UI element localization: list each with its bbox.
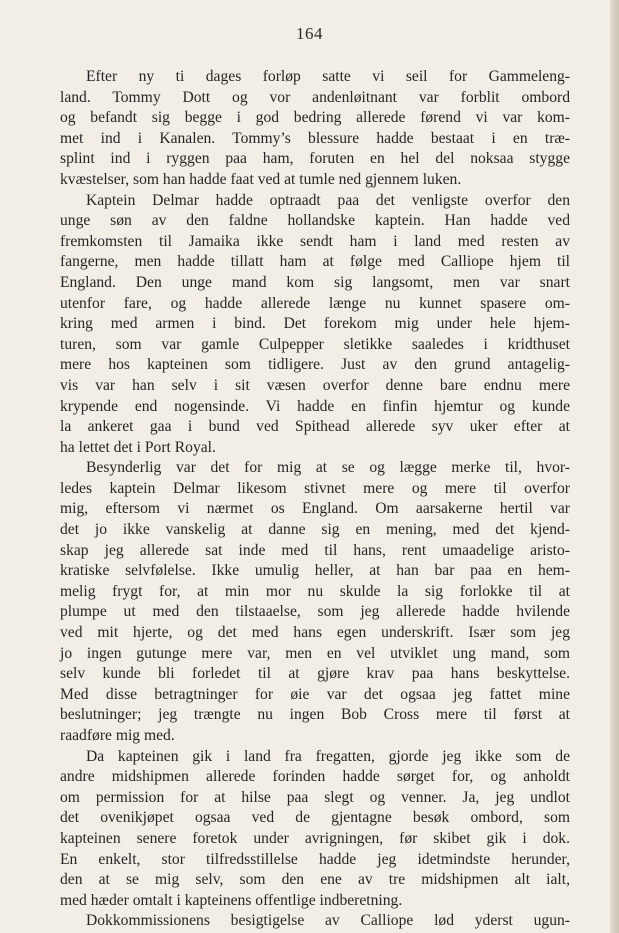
text-line: ved mit hjerte, og det med hans egen underskrift. Især som jeg (60, 624, 570, 642)
text-line: ledes kaptein Delmar likesom stivnet mere og mere til overfor (60, 479, 570, 497)
text-line: selv kunde bli forledet til at gjøre krav paa hans beskyttelse. (60, 665, 570, 683)
text-line: kapteinen senere foretok under avrigningen, før skibet gik i dok. (60, 829, 570, 847)
text-line: kring med armen i bind. Det forekom mig under hele hjem- (60, 315, 570, 333)
text-line: met ind i Kanalen. Tommy’s blessure hadde bestaat i en træ- (60, 129, 570, 147)
text-line: og befandt sig begge i god bedring allerede førend vi var kom- (60, 109, 570, 127)
text-line: En enkelt, stor tilfredsstillelse hadde jeg idetmindste herunder, (60, 850, 570, 868)
body-text (60, 67, 570, 932)
text-line: det jo ikke vanskelig at danne sig en mening, med det kjend- (60, 521, 570, 539)
text-line: la ankeret gaa i bund ved Spithead allerede syv uker efter at (60, 418, 570, 436)
text-line: andre midshipmen allerede forinden hadde sørget for, og anholdt (60, 768, 570, 786)
text-line: unge søn av den faldne hollandske kaptein. Han hadde ved (60, 212, 570, 230)
text-line: melig frygt for, at min mor nu skulde la sig forlokke til at (60, 582, 570, 600)
text-line: den at se mig selv, som den ene av tre midshipmen alt ialt, (60, 871, 570, 889)
text-line: raadføre mig med. (60, 727, 175, 744)
text-line: Da kapteinen gik i land fra fregatten, gjorde jeg ikke som de (86, 747, 570, 765)
page-edge-shadow (610, 0, 619, 933)
text-line: kvæstelser, som han hadde faat ved at tumle ned gjennem luken. (60, 170, 462, 188)
text-line: ha lettet det i Port Royal. (60, 438, 216, 456)
text-line: splint ind i ryggen paa ham, foruten en hel del noksaa stygge (60, 150, 570, 168)
text-line: England. Den unge mand kom sig langsomt, men var snart (60, 273, 570, 291)
text-line: fangerne, men hadde tillatt ham at følge med Calliope hjem til (60, 253, 570, 271)
text-line: skap jeg allerede sat inde med til hans, rent umaadelige aristo- (60, 541, 570, 559)
text-line: Kaptein Delmar hadde optraadt paa det venligste overfor den (86, 191, 570, 209)
text-line: det ovenikjøpet ogsaa ved de gjentagne besøk ombord, som (60, 809, 570, 827)
text-line: om permission for at hilse paa slegt og venner. Ja, jeg undlot (60, 788, 570, 806)
text-line: Efter ny ti dages forløp satte vi seil for Gammeleng- (86, 68, 570, 85)
text-line: mere hos kapteinen som tidligere. Just av den grund antagelig- (60, 356, 570, 374)
text-line: kratiske selvfølelse. Ikke umulig heller, at han bar paa en hem- (60, 562, 570, 580)
text-line: mig, eftersom vi nærmet os England. Om aarsakerne hertil var (60, 500, 570, 518)
text-line: plumpe ut med den tilstaaelse, som jeg allerede hadde hvilende (60, 603, 570, 621)
text-line: krypende end nogensinde. Vi hadde en finfin hjemtur og kunde (60, 397, 570, 415)
text-line: med hæder omtalt i kapteinens offentlige indberetning. (60, 891, 403, 909)
text-line: Besynderlig var det for mig at se og lægge merke til, hvor- (86, 459, 570, 477)
text-line: fremkomsten til Jamaika ikke sendt ham i land med resten av (60, 232, 570, 250)
text-line: land. Tommy Dott og vor andenløitnant var forblit ombord (60, 88, 570, 106)
text-line: utenfor fare, og hadde allerede længe nu kunnet spasere om- (60, 294, 570, 312)
page-number: 164 (296, 24, 323, 43)
text-line: Med disse betragtninger for øie var det ogsaa jeg fattet mine (60, 685, 570, 703)
text-line: turen, som var gamle Culpepper sletikke saaledes i kridthuset (60, 335, 570, 353)
text-line: Dokkommissionens besigtigelse av Calliope lød yderst ugun- (86, 912, 570, 930)
text-line: vis var han selv i sit væsen overfor denne bare endnu mere (60, 376, 570, 394)
text-line: jo ingen gutunge mere var, men en vel utviklet ung mand, som (60, 644, 570, 662)
text-line: beslutninger; jeg trængte nu ingen Bob Cross mere til først at (60, 706, 570, 724)
